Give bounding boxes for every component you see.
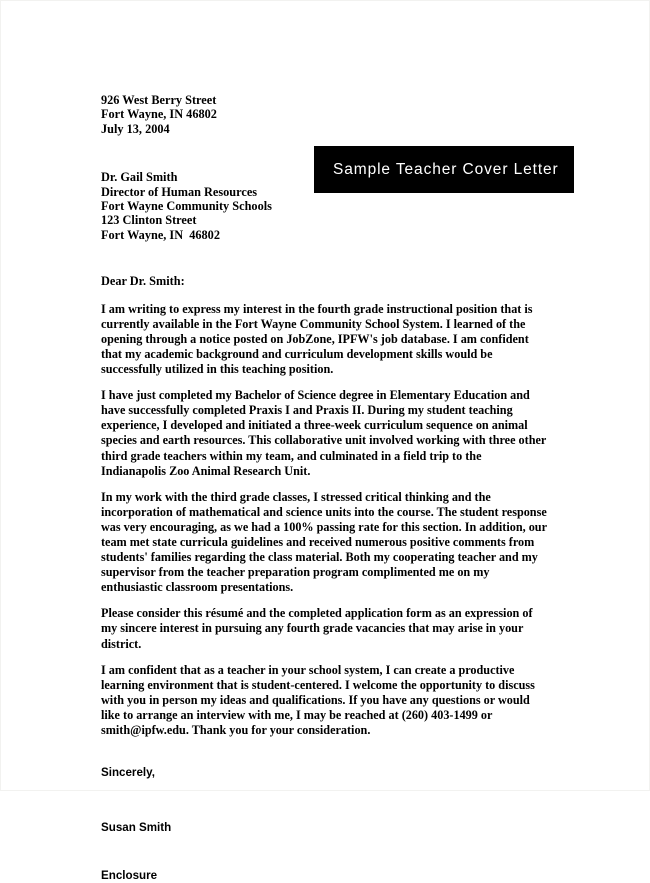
valediction: Sincerely, bbox=[101, 766, 155, 780]
letter-date: July 13, 2004 bbox=[101, 121, 170, 136]
recipient-address-block bbox=[101, 170, 547, 242]
enclosure-note: Enclosure bbox=[101, 869, 158, 883]
recipient-name: Dr. Gail Smith bbox=[101, 170, 178, 185]
recipient-title: Director of Human Resources bbox=[101, 184, 258, 199]
body-paragraph: I am writing to express my interest in the fourth grade instructional position that is currently available in the Fort Wayne Community School System. I learned of the opening through a notice posted on JobZone, IPFW's job database. I am confident that my academic background and curriculum development skills would be successfully utilized in this teaching position. bbox=[101, 301, 533, 377]
body-paragraph: Please consider this résumé and the completed application form as an expression of my sincere interest in pursuing any fourth grade vacancies that may arise in your district. bbox=[101, 606, 533, 651]
sender-city-state-zip: Fort Wayne, IN 46802 bbox=[101, 107, 217, 122]
recipient-street: 123 Clinton Street bbox=[101, 213, 197, 228]
salutation: Dear Dr. Smith: bbox=[101, 274, 185, 289]
body-paragraph: I have just completed my Bachelor of Science degree in Elementary Education and have successfully completed Praxis I and Praxis II. During my student teaching experience, I developed and initiated a three-week curriculum sequence on animal species and earth resources. This collaborative unit involved working with three other third grade teachers within my team, and culminated in a field trip to the Indianapolis Zoo Animal Research Unit. bbox=[101, 388, 547, 478]
letter-body bbox=[101, 302, 547, 738]
title-banner-label: Sample Teacher Cover Letter bbox=[333, 160, 559, 178]
recipient-city-state-zip: Fort Wayne, IN 46802 bbox=[101, 227, 220, 242]
letter-content bbox=[101, 93, 547, 883]
signer-name: Susan Smith bbox=[101, 821, 172, 835]
body-paragraph: In my work with the third grade classes, I stressed critical thinking and the incorporation of mathematical and science units into the course. The student response was very encouraging, as we had a 100% passing rate for this section. In addition, our team met state curricula guidelines and received numerous positive comments from students' families regarding the class material. Both my cooperating teacher and my supervisor from the teacher preparation program complimented me on my enthusiastic classroom presentations. bbox=[101, 489, 547, 595]
sender-address-block bbox=[101, 93, 547, 136]
sender-street: 926 West Berry Street bbox=[101, 93, 217, 107]
body-paragraph: I am confident that as a teacher in your school system, I can create a productive learning environment that is student-centered. I welcome the opportunity to discuss with you in person my ideas and qualifications. If you have any questions or would like to arrange an interview with me, I may be reached at (260) 403-1499 or smith@ipfw.edu. Thank you for your consideration. bbox=[101, 662, 535, 737]
recipient-organization: Fort Wayne Community Schools bbox=[101, 199, 272, 214]
closing-block bbox=[101, 766, 547, 883]
